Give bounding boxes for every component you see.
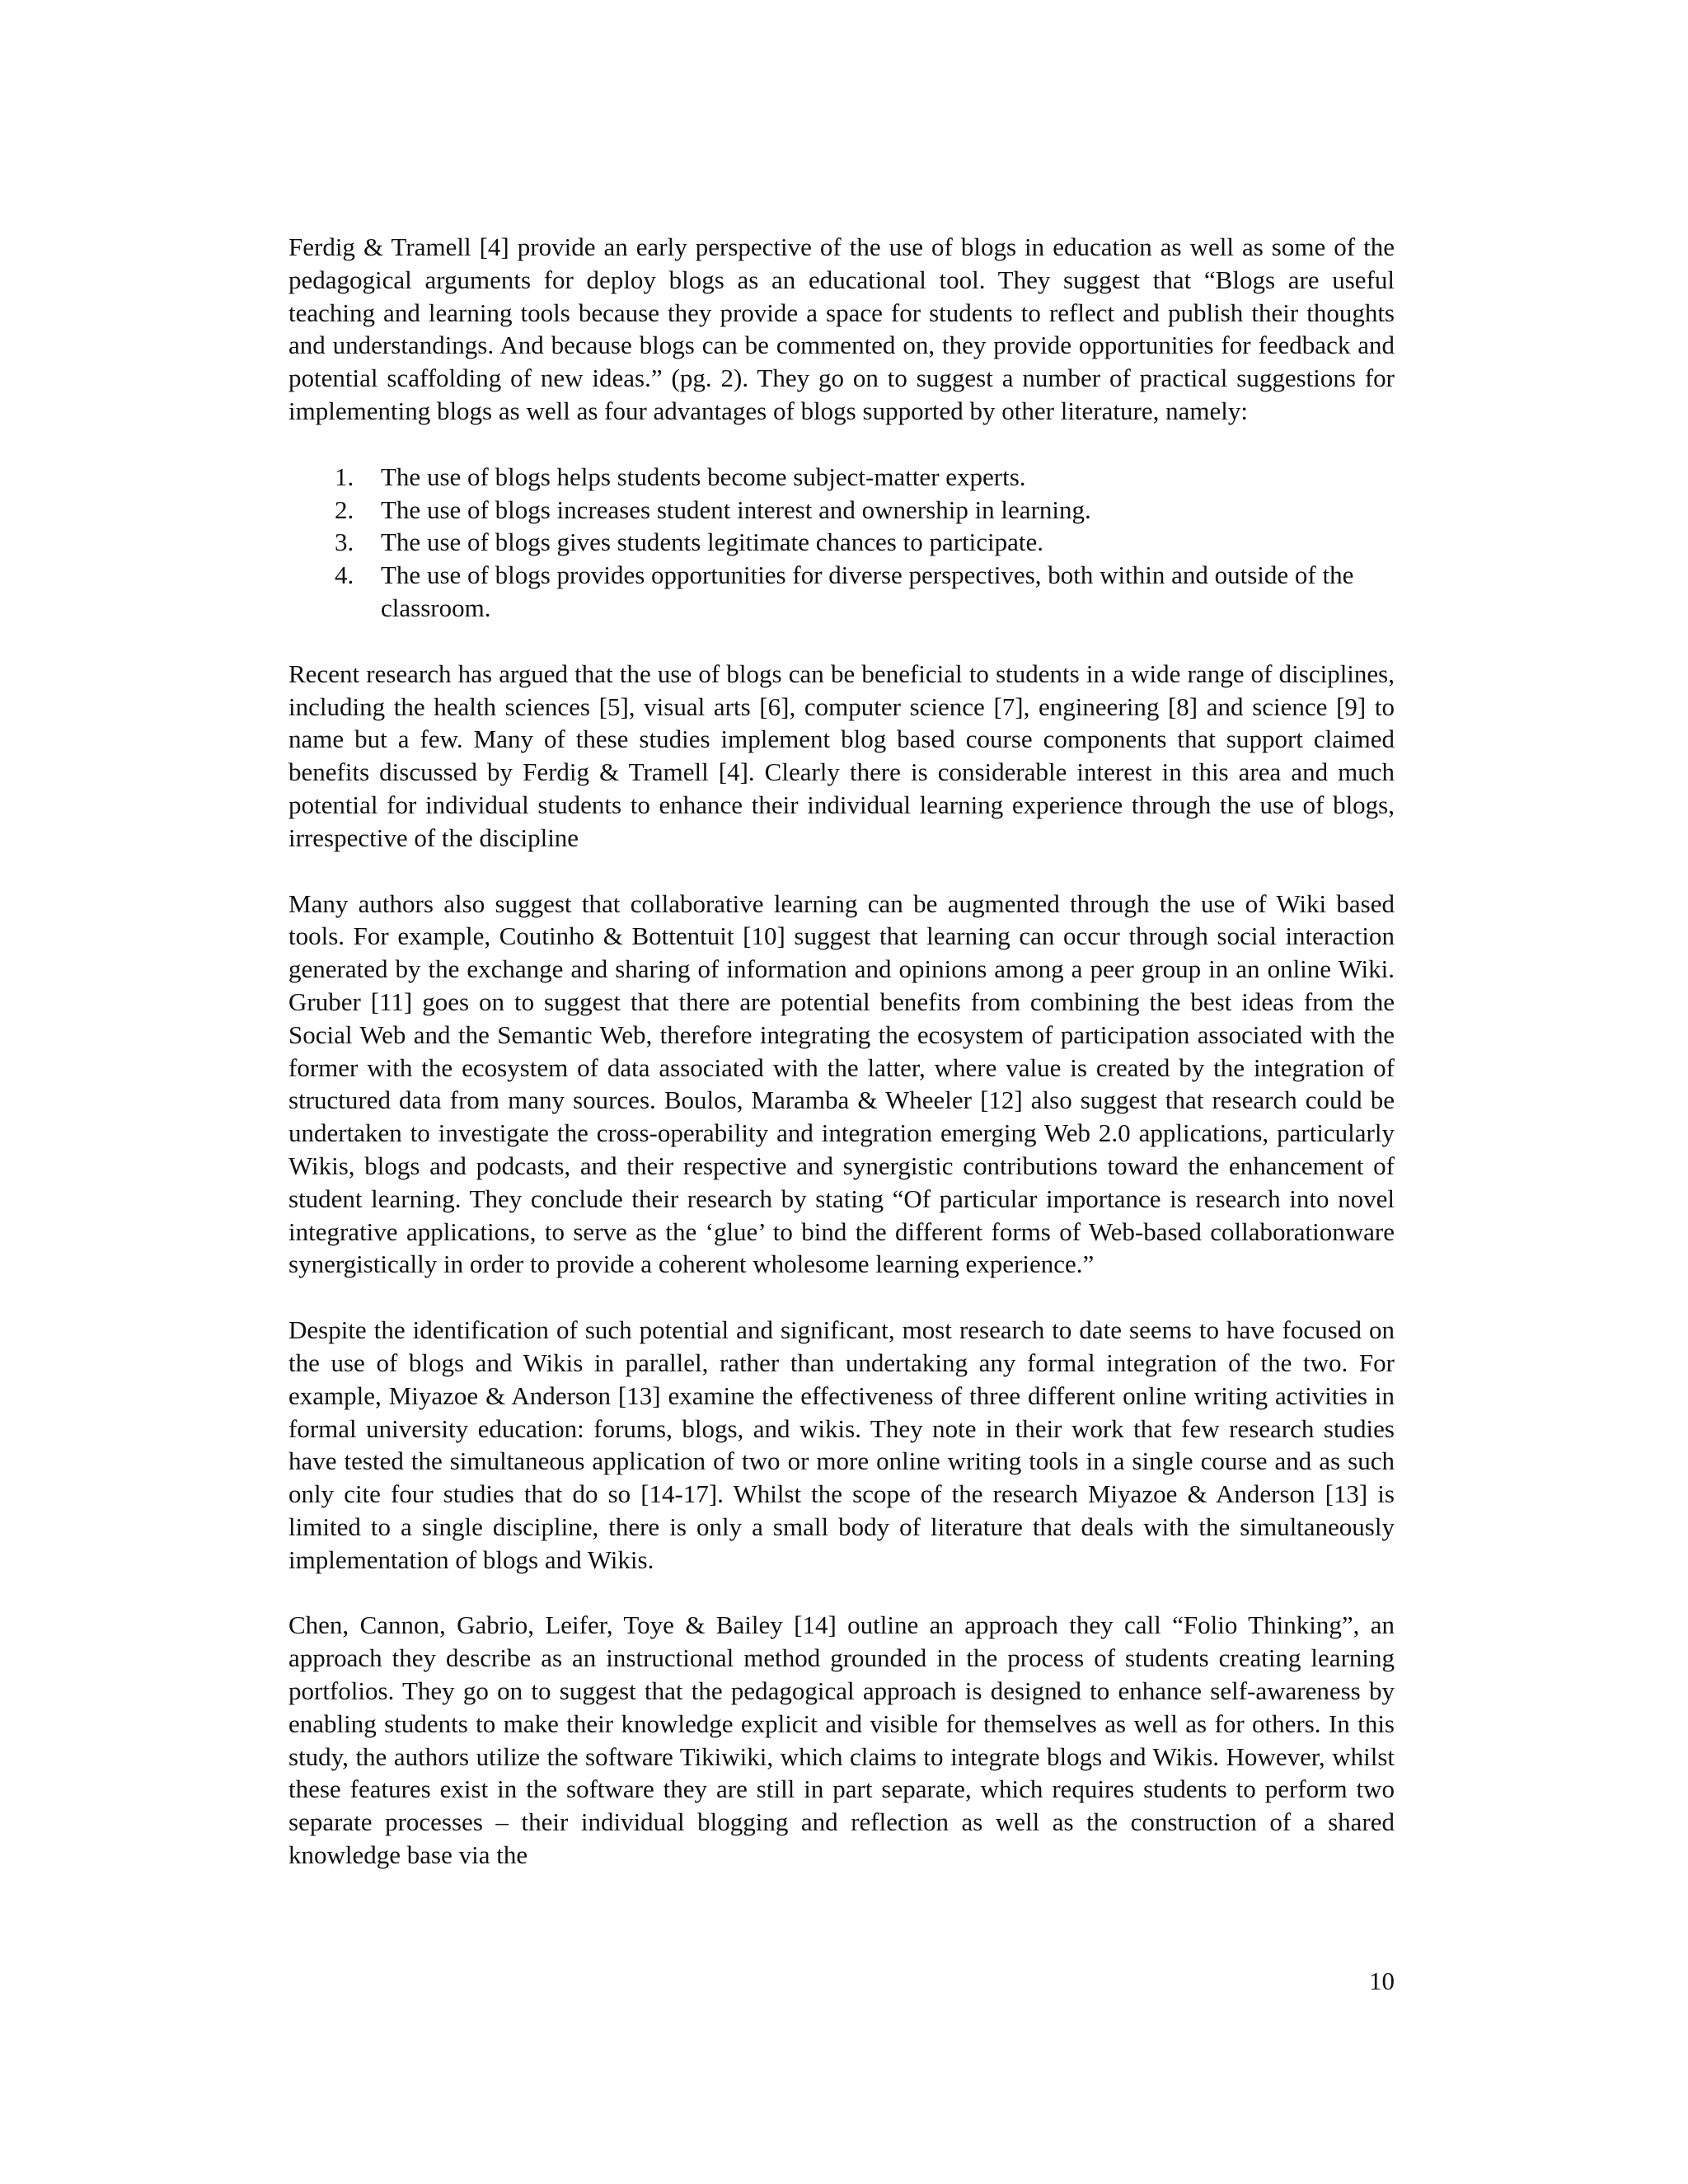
list-item [288, 559, 1395, 625]
page-number: 10 [1369, 1966, 1395, 1995]
paragraph-recent-research: Recent research has argued that the use of blogs can be beneficial to students in a wide range of disciplines, including the health sciences [5], visual arts [6], computer science [7], engineering [8] and science [9] to name but a few. Many of these studies implement blog based course components that support claimed benefits discussed by Ferdig & Tramell [4]. Clearly there is considerable interest in this area and much potential for individual students to enhance their individual learning experience through the use of blogs, irrespective of the discipline [288, 658, 1395, 852]
list-item-number: 4. [335, 560, 354, 590]
advantages-list [288, 461, 1395, 625]
paragraph-folio-thinking: Chen, Cannon, Gabrio, Leifer, Toye & Bailey [14] outline an approach they call “Folio Thinking”, an approach they describe as an instructional method grounded in the process of students creating learning portfolios. They go on to suggest that the pedagogical approach is designed to enhance self-awareness by enabling students to make their knowledge explicit and visible for themselves as well as for others. In this study, the authors utilize the software Tikiwiki, which claims to integrate blogs and Wikis. However, whilst these features exist in the software they are still in part separate, which requires students to perform two separate processes – their individual blogging and reflection as well as the construction of a shared knowledge base via the [288, 1610, 1395, 1870]
list-item-text: The use of blogs helps students become subject-matter experts. [381, 462, 1026, 491]
paragraph-ferdig-tramell: Ferdig & Tramell [4] provide an early perspective of the use of blogs in education as well as some of the pedagogical arguments for deploy blogs as an educational tool. They suggest that “Blogs are useful teaching and learning tools because they provide a space for students to reflect and publish their thoughts and understandings. And because blogs can be commented on, they provide opportunities for feedback and potential scaffolding of new ideas.” (pg. 2). They go on to suggest a number of practical suggestions for implementing blogs as well as four advantages of blogs supported by other literature, namely: [288, 232, 1395, 425]
list-item-text: The use of blogs gives students legitimate chances to participate. [381, 527, 1044, 557]
list-item [288, 494, 1395, 527]
list-item-number: 1. [335, 462, 354, 491]
page-body [288, 231, 1395, 1905]
list-item-number: 2. [335, 494, 354, 524]
paragraph-wiki-collaboration: Many authors also suggest that collaborative learning can be augmented through the use of Wiki based tools. For example, Coutinho & Bottentuit [10] suggest that learning can occur through social interaction generated by the exchange and sharing of information and opinions among a peer group in an online Wiki. Gruber [11] goes on to suggest that there are potential benefits from combining the best ideas from the Social Web and the Semantic Web, therefore integrating the ecosystem of participation associated with the former with the ecosystem of data associated with the latter, where value is created by the integration of structured data from many sources. Boulos, Maramba & Wheeler [12] also suggest that research could be undertaken to investigate the cross-operability and integration emerging Web 2.0 applications, particularly Wikis, blogs and podcasts, and their respective and synergistic contributions toward the enhancement of student learning. They conclude their research by stating “Of particular importance is research into novel integrative applications, to serve as the ‘glue’ to bind the different forms of Web-based collaborationware synergistically in order to provide a coherent wholesome learning experience.” [288, 888, 1395, 1279]
paragraph-parallel-use: Despite the identification of such potential and significant, most research to date seems to have focused on the use of blogs and Wikis in parallel, rather than undertaking any formal integration of the two. For example, Miyazoe & Anderson [13] examine the effectiveness of three different online writing activities in formal university education: forums, blogs, and wikis. They note in their work that few research studies have tested the simultaneous application of two or more online writing tools in a single course and as such only cite four studies that do so [14-17]. Whilst the scope of the research Miyazoe & Anderson [13] is limited to a single discipline, there is only a small body of literature that deals with the simultaneously implementation of blogs and Wikis. [288, 1315, 1395, 1574]
list-item [288, 461, 1395, 494]
list-item-number: 3. [335, 527, 354, 557]
list-item-text: The use of blogs increases student interest and ownership in learning. [381, 494, 1091, 524]
list-item-text: The use of blogs provides opportunities for diverse perspectives, both within and outside of the classroom. [381, 560, 1354, 622]
list-item [288, 526, 1395, 559]
